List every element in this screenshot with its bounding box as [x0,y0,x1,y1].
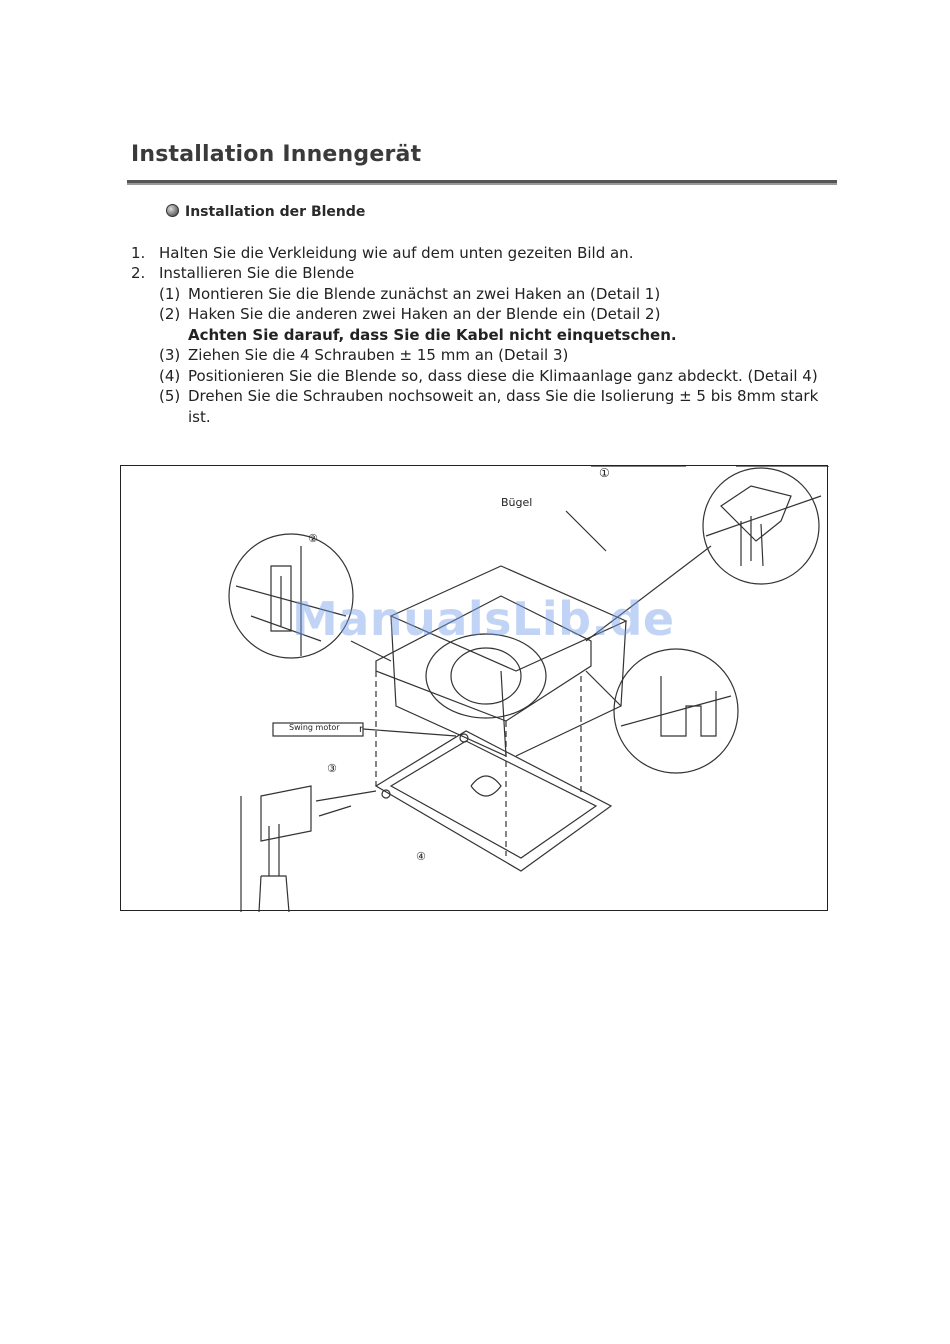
bullet-icon [166,204,179,217]
substep-text: Drehen Sie die Schrauben nochsoweit an, dass Sie die Isolierung ± 5 bis 8mm stark [188,387,819,405]
substep-continuation: ist. [188,408,211,426]
step-number: 2. [131,264,146,282]
fan-opening [451,648,521,704]
section-heading [166,204,365,220]
step-number: 1. [131,244,146,262]
substep-text: Positionieren Sie die Blende so, dass diese die Klimaanlage ganz abdeckt. (Detail 4) [188,367,818,385]
label-r: r [359,724,364,735]
list-item [159,285,660,303]
substep-number: (1) [159,285,181,303]
substep-text: Montieren Sie die Blende zunächst an zwei Haken an (Detail 1) [188,285,661,303]
label-bugel: Bügel [501,496,533,509]
watermark: ManualsLib.de [292,592,675,646]
rotation-arrow [471,776,501,796]
lower-panel [376,731,611,871]
marker-detail-4: ④ [416,850,426,863]
warning-text: Achten Sie darauf, dass Sie die Kabel nicht einquetschen. [188,326,677,344]
section-heading-text: Installation der Blende [185,204,366,220]
screwdriver-handle [259,876,289,912]
substep-number: (3) [159,346,181,364]
installation-diagram [121,466,829,912]
list-item [159,305,660,323]
marker-detail-3: ③ [327,762,337,775]
title-rule [127,180,837,185]
step-text: Halten Sie die Verkleidung wie auf dem unten gezeiten Bild an. [159,244,634,262]
page-title: Installation Innengerät [131,142,422,167]
substep-number: (4) [159,367,181,385]
installation-figure [120,465,828,911]
marker-detail-1: ① [599,466,610,480]
substep-number: (5) [159,387,181,405]
list-item [131,244,633,262]
marker-detail-2: ② [308,532,318,545]
substep-text: Ziehen Sie die 4 Schrauben ± 15 mm an (Detail 3) [188,346,569,364]
substep-number: (2) [159,305,181,323]
substep-text: Haken Sie die anderen zwei Haken an der Blende ein (Detail 2) [188,305,661,323]
list-item [131,264,354,282]
label-swing-motor: Swing motor [289,723,340,732]
step-text: Installieren Sie die Blende [159,264,355,282]
list-item [159,387,818,405]
list-item [159,346,568,364]
list-item [159,367,818,385]
detail-1-hook [721,486,791,541]
